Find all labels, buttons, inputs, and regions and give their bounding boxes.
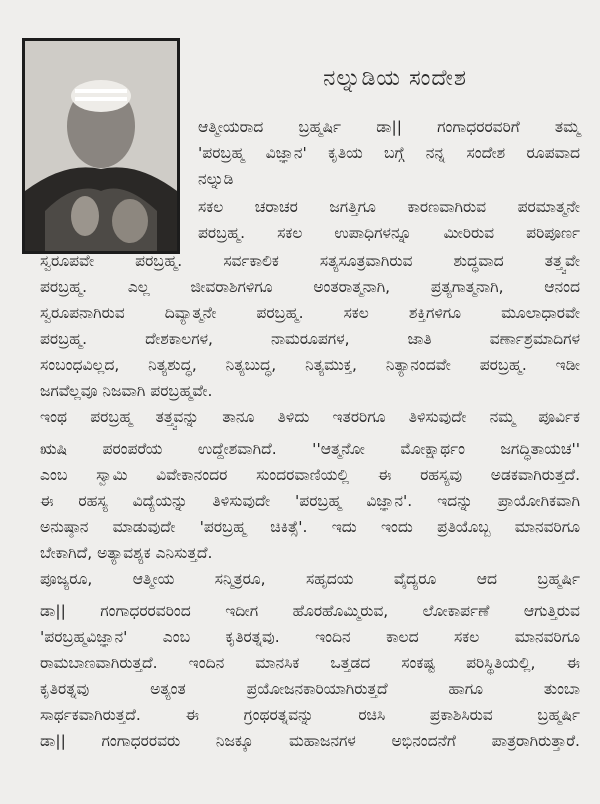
portrait-photo [22,38,180,254]
text-line: 'ಪರಬ್ರಹ್ಮವಿಜ್ಞಾನ' ಎಂಬ ಕೃತಿರತ್ನವು. ಇಂದಿನ ಕಾಲದ ಸಕಲ ಮಾನವರಿಗೂ [40,628,580,646]
text-line: ಪರಬ್ರಹ್ಮ. ದೇಶಕಾಲಗಳ, ನಾಮರೂಪಗಳ, ಜಾತಿ ವರ್ಣಾಶ್ರಮಾದಿಗಳ [40,330,580,348]
text-line: ಸಕಲ ಚರಾಚರ ಜಗತ್ತಿಗೂ ಕಾರಣವಾಗಿರುವ ಪರಮಾತ್ಮನೇ [198,198,580,216]
text-line: ಸಂಬಂಧವಿಲ್ಲದ, ನಿತ್ಯಶುದ್ಧ, ನಿತ್ಯಬುದ್ಧ, ನಿತ್ಯಮುಕ್ತ, ನಿತ್ಯಾನಂದವೇ ಪರಬ್ರಹ್ಮ. ಇಡೀ [40,356,580,374]
text-line: ಸ್ವರೂಪನಾಗಿರುವ ದಿವ್ಯಾತ್ಮನೇ ಪರಬ್ರಹ್ಮ. ಸಕಲ ಶಕ್ತಿಗಳಿಗೂ ಮೂಲಾಧಾರವೇ [40,304,580,322]
portrait-image [25,41,177,251]
page-title: ನಲ್ನುಡಿಯ ಸಂದೇಶ [323,66,467,91]
text-line: ಪರಬ್ರಹ್ಮ. ಸಕಲ ಉಪಾಧಿಗಳನ್ನೂ ಮೀರಿರುವ ಪರಿಪೂರ್ಣ [198,224,580,242]
text-line: ಋಷಿ ಪರಂಪರೆಯ ಉದ್ದೇಶವಾಗಿದೆ. ''ಆತ್ಮನೋ ಮೋಕ್ಷಾರ್ಥಂ ಜಗದ್ಧಿತಾಯಚ'' [40,440,580,458]
text-line: ಡಾ|| ಗಂಗಾಧರರವರು ನಿಜಕ್ಕೂ ಮಹಾಜನಗಳ ಅಭಿನಂದನೆಗೆ ಪಾತ್ರರಾಗಿರುತ್ತಾರೆ. [40,732,580,750]
text-line: ಎಂಬ ಸ್ವಾಮಿ ವಿವೇಕಾನಂದರ ಸುಂದರವಾಣಿಯಲ್ಲಿ ಈ ರಹಸ್ಯವು ಅಡಕವಾಗಿರುತ್ತದೆ. [40,466,580,484]
text-line: ಆತ್ಮೀಯರಾದ ಬ್ರಹ್ಮರ್ಷಿ ಡಾ|| ಗಂಗಾಧರರವರಿಗೆ ತಮ್ಮ [198,118,580,136]
text-line: ಪೂಜ್ಯರೂ, ಆತ್ಮೀಯ ಸನ್ಮಿತ್ರರೂ, ಸಹೃದಯ ವೈದ್ಯರೂ ಆದ ಬ್ರಹ್ಮರ್ಷಿ [40,570,580,588]
text-line: ನಲ್ನುಡಿ [198,170,234,188]
text-line: ಕೃತಿರತ್ನವು ಅತ್ಯಂತ ಪ್ರಯೋಜನಕಾರಿಯಾಗಿರುತ್ತದೆ ಹಾಗೂ ತುಂಬಾ [40,680,580,698]
text-line: ಡಾ|| ಗಂಗಾಧರರವರಿಂದ ಇದೀಗ ಹೊರಹೊಮ್ಮಿರುವ, ಲೋಕಾರ್ಪಣೆ ಆಗುತ್ತಿರುವ [40,602,580,620]
text-line: ರಾಮಬಾಣವಾಗಿರುತ್ತದೆ. ಇಂದಿನ ಮಾನಸಿಕ ಒತ್ತಡದ ಸಂಕಷ್ಟ ಪರಿಸ್ಥಿತಿಯಲ್ಲಿ, ಈ [40,654,580,672]
text-line: ಸಾರ್ಥಕವಾಗಿರುತ್ತದೆ. ಈ ಗ್ರಂಥರತ್ನವನ್ನು ರಚಿಸಿ ಪ್ರಕಾಶಿಸಿರುವ ಬ್ರಹ್ಮರ್ಷಿ [40,706,580,724]
text-line: ಪರಬ್ರಹ್ಮ. ಎಲ್ಲ ಜೀವರಾಶಿಗಳಿಗೂ ಅಂತರಾತ್ಮನಾಗಿ, ಪ್ರತ್ಯಗಾತ್ಮನಾಗಿ, ಆನಂದ [40,278,580,296]
text-line: ಬೇಕಾಗಿದೆ, ಅತ್ಯಾವಶ್ಯಕ ಎನಿಸುತ್ತದೆ. [40,544,213,562]
text-line: ಈ ರಹಸ್ಯ ವಿದ್ಯೆಯನ್ನು ತಿಳಿಸುವುದೇ 'ಪರಬ್ರಹ್ಮ ವಿಜ್ಞಾನ'. ಇದನ್ನು ಪ್ರಾಯೋಗಿಕವಾಗಿ [40,492,580,510]
text-line: ಇಂಥ ಪರಬ್ರಹ್ಮ ತತ್ತ್ವವನ್ನು ತಾನೂ ತಿಳಿದು ಇತರರಿಗೂ ತಿಳಿಸುವುದೇ ನಮ್ಮ ಪೂರ್ವಿಕ [40,408,580,426]
text-line: ಅನುಷ್ಠಾನ ಮಾಡುವುದೇ 'ಪರಬ್ರಹ್ಮ ಚಿಕಿತ್ಸೆ'. ಇದು ಇಂದು ಪ್ರತಿಯೊಬ್ಬ ಮಾನವರಿಗೂ [40,518,580,536]
text-line: ಜಗವೆಲ್ಲವೂ ನಿಜವಾಗಿ ಪರಬ್ರಹ್ಮವೇ. [40,382,213,400]
text-line: ಸ್ವರೂಪವೇ ಪರಬ್ರಹ್ಮ. ಸರ್ವಕಾಲಿಕ ಸತ್ಯಸೂತ್ರವಾಗಿರುವ ಶುದ್ಧವಾದ ತತ್ತ್ವವೇ [40,252,580,270]
text-line: 'ಪರಬ್ರಹ್ಮ ವಿಜ್ಞಾನ' ಕೃತಿಯ ಬಗ್ಗೆ ನನ್ನ ಸಂದೇಶ ರೂಪವಾದ [198,144,580,162]
